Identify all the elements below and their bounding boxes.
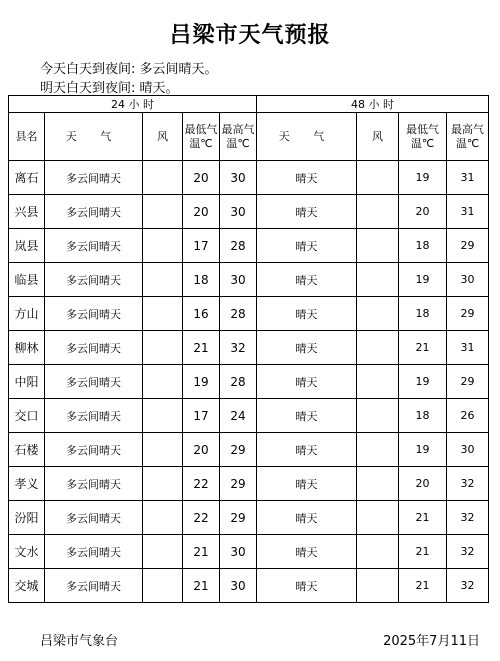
wind-48h [357, 195, 399, 229]
min-temp-48h: 21 [399, 569, 447, 603]
weather-48h: 晴天 [257, 365, 357, 399]
weather-24h: 多云间晴天 [45, 195, 143, 229]
weather-24h: 多云间晴天 [45, 161, 143, 195]
max-temp-24h: 30 [220, 161, 257, 195]
county-name: 交口 [9, 399, 45, 433]
max-temp-48h: 29 [447, 365, 489, 399]
table-row [9, 399, 489, 433]
wind-48h [357, 399, 399, 433]
wind-48h-header: 风 [357, 113, 399, 161]
weather-24h: 多云间晴天 [45, 535, 143, 569]
min-temp-48h: 19 [399, 365, 447, 399]
today-summary-value: 多云间晴天。 [139, 62, 218, 77]
tomorrow-summary-label: 明天白天到夜间: [40, 81, 136, 96]
page-title: 吕梁市天气预报 [169, 23, 331, 48]
max-temp-24h: 30 [220, 569, 257, 603]
period-48h-header: 48 小 时 [257, 96, 489, 113]
wind-48h [357, 467, 399, 501]
county-name: 文水 [9, 535, 45, 569]
max-temp-48h: 32 [447, 569, 489, 603]
weather-48h: 晴天 [257, 467, 357, 501]
min-temp-24h: 21 [183, 331, 220, 365]
min-temp-24h-header: 最低气温℃ [183, 113, 220, 161]
county-name: 方山 [9, 297, 45, 331]
table-row [9, 535, 489, 569]
min-temp-48h: 21 [399, 535, 447, 569]
wind-24h [143, 433, 183, 467]
min-temp-48h: 18 [399, 229, 447, 263]
county-name: 兴县 [9, 195, 45, 229]
period-24h-header: 24 小 时 [9, 96, 257, 113]
max-temp-24h: 28 [220, 229, 257, 263]
wind-24h-header: 风 [143, 113, 183, 161]
table-row [9, 501, 489, 535]
county-name: 交城 [9, 569, 45, 603]
max-temp-48h: 29 [447, 297, 489, 331]
max-temp-48h: 32 [447, 467, 489, 501]
weather-24h-header: 天 气 [45, 113, 143, 161]
table-row [9, 161, 489, 195]
weather-48h: 晴天 [257, 433, 357, 467]
wind-48h [357, 501, 399, 535]
min-temp-24h: 20 [183, 195, 220, 229]
weather-48h: 晴天 [257, 161, 357, 195]
wind-24h [143, 365, 183, 399]
weather-24h: 多云间晴天 [45, 433, 143, 467]
county-name: 汾阳 [9, 501, 45, 535]
min-temp-48h: 18 [399, 399, 447, 433]
min-temp-24h: 22 [183, 467, 220, 501]
table-row [9, 331, 489, 365]
table-row [9, 569, 489, 603]
weather-24h: 多云间晴天 [45, 229, 143, 263]
weather-48h: 晴天 [257, 331, 357, 365]
min-temp-24h: 21 [183, 569, 220, 603]
max-temp-48h: 31 [447, 195, 489, 229]
weather-48h: 晴天 [257, 569, 357, 603]
wind-24h [143, 229, 183, 263]
max-temp-24h: 24 [220, 399, 257, 433]
wind-48h [357, 433, 399, 467]
weather-48h-header: 天 气 [257, 113, 357, 161]
wind-24h [143, 263, 183, 297]
max-temp-48h: 32 [447, 535, 489, 569]
county-name: 柳林 [9, 331, 45, 365]
wind-24h [143, 467, 183, 501]
weather-24h: 多云间晴天 [45, 467, 143, 501]
max-temp-24h: 32 [220, 331, 257, 365]
table-row [9, 195, 489, 229]
min-temp-48h: 19 [399, 433, 447, 467]
min-temp-48h: 21 [399, 331, 447, 365]
wind-48h [357, 263, 399, 297]
max-temp-24h: 30 [220, 195, 257, 229]
max-temp-24h: 28 [220, 297, 257, 331]
wind-48h [357, 331, 399, 365]
tomorrow-summary-value: 晴天。 [139, 81, 179, 96]
issuing-agency: 吕梁市气象台 [40, 634, 119, 649]
min-temp-48h-header: 最低气温℃ [399, 113, 447, 161]
county-name: 孝义 [9, 467, 45, 501]
weather-48h: 晴天 [257, 501, 357, 535]
max-temp-48h: 26 [447, 399, 489, 433]
county-header: 县名 [9, 113, 45, 161]
min-temp-24h: 19 [183, 365, 220, 399]
table-row [9, 263, 489, 297]
table-row [9, 467, 489, 501]
max-temp-24h: 29 [220, 467, 257, 501]
min-temp-24h: 21 [183, 535, 220, 569]
weather-24h: 多云间晴天 [45, 263, 143, 297]
max-temp-24h: 30 [220, 535, 257, 569]
min-temp-48h: 20 [399, 195, 447, 229]
table-row [9, 229, 489, 263]
wind-24h [143, 569, 183, 603]
max-temp-48h: 32 [447, 501, 489, 535]
max-temp-24h-header: 最高气温℃ [220, 113, 257, 161]
min-temp-24h: 16 [183, 297, 220, 331]
max-temp-48h: 29 [447, 229, 489, 263]
table-row [9, 433, 489, 467]
wind-48h [357, 365, 399, 399]
weather-24h: 多云间晴天 [45, 569, 143, 603]
wind-24h [143, 501, 183, 535]
wind-24h [143, 297, 183, 331]
county-name: 岚县 [9, 229, 45, 263]
min-temp-24h: 17 [183, 229, 220, 263]
weather-24h: 多云间晴天 [45, 399, 143, 433]
min-temp-48h: 21 [399, 501, 447, 535]
max-temp-24h: 28 [220, 365, 257, 399]
wind-48h [357, 161, 399, 195]
wind-24h [143, 331, 183, 365]
max-temp-24h: 29 [220, 433, 257, 467]
wind-24h [143, 535, 183, 569]
weather-24h: 多云间晴天 [45, 365, 143, 399]
max-temp-48h: 30 [447, 263, 489, 297]
max-temp-48h: 31 [447, 161, 489, 195]
wind-48h [357, 229, 399, 263]
forecast-table [8, 95, 489, 603]
wind-24h [143, 161, 183, 195]
min-temp-24h: 18 [183, 263, 220, 297]
min-temp-48h: 18 [399, 297, 447, 331]
weather-48h: 晴天 [257, 399, 357, 433]
min-temp-24h: 17 [183, 399, 220, 433]
max-temp-24h: 29 [220, 501, 257, 535]
weather-48h: 晴天 [257, 297, 357, 331]
table-row [9, 365, 489, 399]
min-temp-48h: 19 [399, 263, 447, 297]
weather-24h: 多云间晴天 [45, 501, 143, 535]
weather-24h: 多云间晴天 [45, 297, 143, 331]
weather-48h: 晴天 [257, 195, 357, 229]
min-temp-24h: 20 [183, 161, 220, 195]
min-temp-48h: 19 [399, 161, 447, 195]
weather-48h: 晴天 [257, 263, 357, 297]
min-temp-48h: 20 [399, 467, 447, 501]
wind-24h [143, 195, 183, 229]
table-row [9, 297, 489, 331]
wind-48h [357, 297, 399, 331]
min-temp-24h: 22 [183, 501, 220, 535]
max-temp-48h: 31 [447, 331, 489, 365]
wind-24h [143, 399, 183, 433]
county-name: 中阳 [9, 365, 45, 399]
max-temp-24h: 30 [220, 263, 257, 297]
wind-48h [357, 535, 399, 569]
weather-48h: 晴天 [257, 535, 357, 569]
weather-24h: 多云间晴天 [45, 331, 143, 365]
max-temp-48h: 30 [447, 433, 489, 467]
county-name: 离石 [9, 161, 45, 195]
county-name: 石楼 [9, 433, 45, 467]
max-temp-48h-header: 最高气温℃ [447, 113, 489, 161]
today-summary-label: 今天白天到夜间: [40, 62, 136, 77]
weather-48h: 晴天 [257, 229, 357, 263]
issue-date: 2025年7月11日 [383, 634, 480, 649]
county-name: 临县 [9, 263, 45, 297]
wind-48h [357, 569, 399, 603]
min-temp-24h: 20 [183, 433, 220, 467]
today-summary [40, 58, 218, 77]
tomorrow-summary [40, 77, 179, 96]
